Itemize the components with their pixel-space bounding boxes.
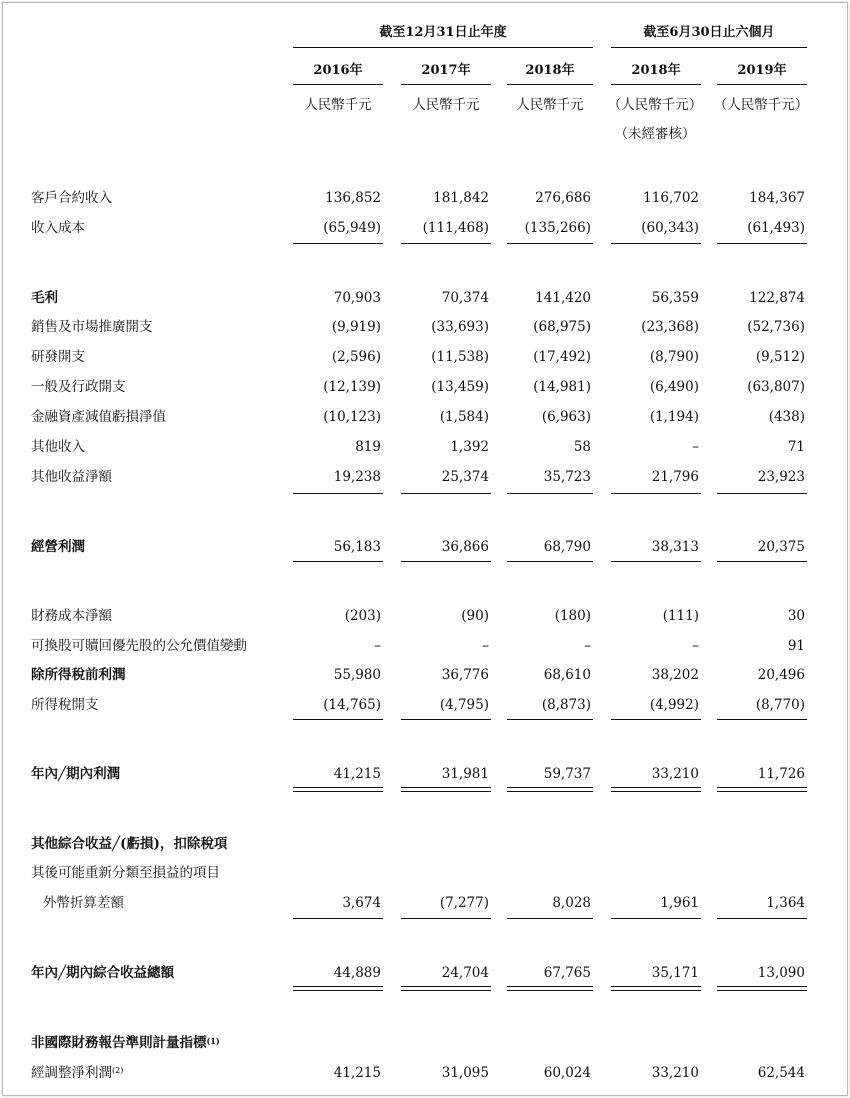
cell-value: (63,807) [747,379,805,395]
total-rule [401,918,491,919]
unit-3: 人民幣千元 [516,97,584,113]
row-label-text: 其他綜合收益╱(虧損)，扣除稅項 [31,836,228,852]
cell-value: – [692,638,699,654]
cell-value: 59,737 [543,766,591,782]
cell-value: (13,459) [431,379,489,395]
cell-value: 38,202 [651,667,699,683]
year-header-3: 2018年 [525,63,575,78]
page-frame [2,2,848,1096]
cell-value: (180) [554,608,591,624]
row-label-text: 收入成本 [31,220,85,236]
row-label [31,318,153,336]
cell-value: (111,468) [422,220,489,236]
cell-value: 31,981 [441,766,489,782]
row-label [31,765,120,783]
cell-value: 56,359 [651,290,699,306]
cell-value: (8,770) [755,697,805,713]
total-rule [507,918,593,919]
cell-value: 44,889 [333,965,381,981]
cell-value: (11,538) [431,349,489,365]
total-rule [401,719,491,720]
cell-value: 62,544 [757,1065,805,1081]
cell-value: (6,490) [649,379,699,395]
double-total-rule [611,787,701,792]
row-label [31,864,220,882]
row-label [31,964,174,982]
cell-value: (111) [662,608,699,624]
cell-value: 41,215 [333,766,381,782]
cell-value: 276,686 [535,190,591,206]
row-label [31,1034,220,1052]
cell-value: 1,961 [660,895,699,911]
cell-value: 38,313 [651,539,699,555]
cell-value: 20,496 [757,667,805,683]
row-label-text: 年內╱期內利潤 [31,766,121,782]
row-label-text: 經營利潤 [31,539,85,555]
cell-value: 55,980 [333,667,381,683]
row-label [31,607,112,625]
cell-value: (8,873) [541,697,591,713]
year-header-5: 2019年 [737,63,787,78]
cell-value: (4,992) [649,697,699,713]
header-group-right: 截至6月30日止六個月 [643,25,775,40]
total-rule [717,243,807,244]
cell-value: 136,852 [325,190,381,206]
cell-value: 3,674 [342,895,381,911]
total-rule [507,243,593,244]
row-label [31,666,126,684]
cell-value: 1,392 [450,439,489,455]
cell-value: 36,776 [441,667,489,683]
double-total-rule [401,787,491,792]
cell-value: 56,183 [333,539,381,555]
cell-value: (52,736) [747,319,805,335]
cell-value: (14,765) [323,697,381,713]
cell-value: (65,949) [323,220,381,236]
total-rule [611,918,701,919]
cell-value: (17,492) [533,349,591,365]
cell-value: 41,215 [333,1065,381,1081]
total-rule [293,493,383,494]
cell-value: 35,171 [651,965,699,981]
total-rule [401,243,491,244]
total-rule [717,561,807,562]
cell-value: 122,874 [749,290,805,306]
cell-value: 13,090 [757,965,805,981]
row-label-text: 一般及行政開支 [31,379,126,395]
row-label [31,637,247,655]
total-rule [611,561,701,562]
row-label-text: 銷售及市場推廣開支 [31,319,153,335]
total-rule [293,719,383,720]
total-rule [611,493,701,494]
cell-value: 33,210 [651,766,699,782]
footnote-marker: (1) [206,1036,220,1046]
total-rule [717,493,807,494]
cell-value: (68,975) [533,319,591,335]
row-label [31,408,166,426]
cell-value: (1,584) [439,409,489,425]
year-rule-1 [293,84,383,85]
cell-value: (203) [344,608,381,624]
cell-value: (1,194) [649,409,699,425]
cell-value: (9,919) [331,319,381,335]
cell-value: 36,866 [441,539,489,555]
header-rule-right [611,47,807,48]
row-label-text: 除所得稅前利潤 [31,667,126,683]
total-rule [507,493,593,494]
cell-value: 116,702 [643,190,699,206]
cell-value: 68,790 [543,539,591,555]
row-label [31,219,85,237]
year-rule-2 [401,84,491,85]
cell-value: (7,277) [439,895,489,911]
total-rule [717,918,807,919]
row-label [31,348,85,366]
cell-value: 11,726 [757,766,805,782]
cell-value: – [374,638,381,654]
row-label-text: 非國際財務報告準則計量指標 [31,1035,207,1051]
header-rule-left [293,47,593,48]
cell-value: (14,981) [533,379,591,395]
total-rule [507,561,593,562]
cell-value: 23,923 [757,469,805,485]
unaudited-note: （未經審核） [614,126,696,142]
row-label-text: 所得稅開支 [31,697,99,713]
unit-4: （人民幣千元） [607,97,703,113]
total-rule [401,493,491,494]
row-label-text: 其後可能重新分類至損益的項目 [31,865,220,881]
cell-value: (6,963) [541,409,591,425]
cell-value: (60,343) [641,220,699,236]
row-label-text: 年內╱期內綜合收益總額 [31,965,175,981]
year-rule-3 [507,84,593,85]
unit-2: 人民幣千元 [412,97,480,113]
cell-value: (61,493) [747,220,805,236]
row-label [31,468,112,486]
row-label-text: 可換股可贖回優先股的公允價值變動 [31,638,247,654]
row-label [31,696,99,714]
cell-value: (10,123) [323,409,381,425]
cell-value: (33,693) [431,319,489,335]
footnote-marker: (2) [112,1066,124,1075]
cell-value: 184,367 [749,190,805,206]
row-label-text: 經調整淨利潤 [31,1065,112,1081]
cell-value: (438) [768,409,805,425]
row-label-text: 客戶合約收入 [31,190,112,206]
row-label-text: 其他收益淨額 [31,469,112,485]
cell-value: 68,610 [543,667,591,683]
unit-5: （人民幣千元） [713,97,809,113]
unit-1: 人民幣千元 [304,97,372,113]
cell-value: 91 [787,638,805,654]
year-rule-4 [611,84,701,85]
double-total-rule [717,787,807,792]
cell-value: 60,024 [543,1065,591,1081]
double-total-rule [293,787,383,792]
cell-value: – [482,638,489,654]
cell-value: 25,374 [441,469,489,485]
cell-value: (90) [461,608,489,624]
cell-value: 181,842 [433,190,489,206]
row-label [31,438,85,456]
double-total-rule [717,986,807,991]
total-rule [293,561,383,562]
total-rule [401,561,491,562]
cell-value: 31,095 [441,1065,489,1081]
row-label-text: 財務成本淨額 [31,608,112,624]
cell-value: (2,596) [331,349,381,365]
cell-value: (23,368) [641,319,699,335]
year-header-2: 2017年 [421,63,471,78]
row-label [31,378,126,396]
cell-value: 1,364 [766,895,805,911]
total-rule [717,719,807,720]
row-label-text: 研發開支 [31,349,85,365]
header-group-left: 截至12月31日止年度 [379,25,507,40]
cell-value: 71 [787,439,805,455]
cell-value: – [584,638,591,654]
cell-value: 21,796 [651,469,699,485]
row-label-text: 金融資產減值虧損淨值 [31,409,166,425]
cell-value: 20,375 [757,539,805,555]
row-label [31,289,58,307]
cell-value: 24,704 [441,965,489,981]
total-rule [507,719,593,720]
double-total-rule [507,787,593,792]
cell-value: 33,210 [651,1065,699,1081]
row-label-text: 其他收入 [31,439,85,455]
row-label [31,835,227,853]
cell-value: (4,795) [439,697,489,713]
total-rule [293,918,383,919]
cell-value: 70,903 [333,290,381,306]
double-total-rule [401,986,491,991]
cell-value: 35,723 [543,469,591,485]
year-rule-5 [717,84,807,85]
cell-value: 67,765 [543,965,591,981]
cell-value: 19,238 [333,469,381,485]
double-total-rule [611,986,701,991]
cell-value: (8,790) [649,349,699,365]
row-label [31,1064,123,1082]
double-total-rule [293,986,383,991]
row-label [31,538,85,556]
year-header-1: 2016年 [313,63,363,78]
double-total-rule [507,986,593,991]
total-rule [293,243,383,244]
cell-value: 58 [573,439,591,455]
cell-value: 819 [355,439,381,455]
cell-value: 141,420 [535,290,591,306]
row-label-text: 外幣折算差額 [43,895,124,911]
total-rule [611,719,701,720]
cell-value: 30 [787,608,805,624]
row-label [31,189,112,207]
cell-value: 70,374 [441,290,489,306]
year-header-4: 2018年 [631,63,681,78]
cell-value: (12,139) [323,379,381,395]
row-label [43,894,124,912]
row-label-text: 毛利 [31,290,58,306]
cell-value: 8,028 [552,895,591,911]
cell-value: (135,266) [524,220,591,236]
total-rule [611,243,701,244]
cell-value: (9,512) [755,349,805,365]
cell-value: – [692,439,699,455]
